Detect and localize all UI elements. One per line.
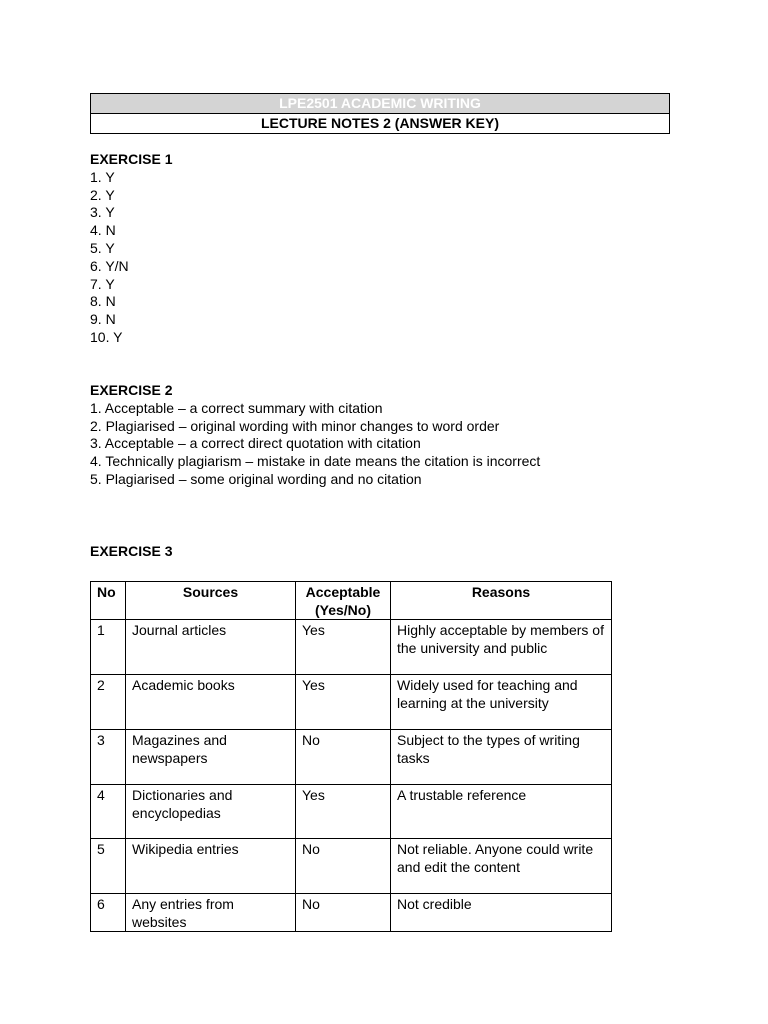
- cell-no: 2: [91, 675, 126, 730]
- column-header-sources: Sources: [126, 582, 296, 620]
- table-header-row: [91, 582, 612, 620]
- exercise-2-answer: 3. Acceptable – a correct direct quotation with citation: [90, 435, 421, 452]
- document-page: [90, 93, 690, 930]
- exercise-2-heading: EXERCISE 2: [90, 382, 173, 398]
- exercise-1-heading: EXERCISE 1: [90, 151, 173, 167]
- column-header-no: No: [91, 582, 126, 620]
- exercise-2-answer: 2. Plagiarised – original wording with minor changes to word order: [90, 417, 500, 434]
- sources-table: [90, 581, 612, 932]
- exercise-2-answer: 4. Technically plagiarism – mistake in date means the citation is incorrect: [90, 453, 541, 470]
- table-row: [91, 620, 612, 675]
- exercise-1-answer: 7. Y: [90, 275, 115, 292]
- cell-acceptable: No: [296, 894, 391, 932]
- exercise-2-answer: 1. Acceptable – a correct summary with citation: [90, 399, 383, 416]
- table-row: [91, 675, 612, 730]
- exercise-1-section: [90, 151, 172, 347]
- exercise-1-answer: 1. Y: [90, 168, 115, 185]
- cell-no: 1: [91, 620, 126, 675]
- cell-reason: A trustable reference: [391, 785, 612, 839]
- cell-no: 3: [91, 730, 126, 785]
- column-header-acceptable: Acceptable (Yes/No): [296, 582, 391, 620]
- exercise-2-answer: 5. Plagiarised – some original wording and no citation: [90, 470, 422, 487]
- cell-reason: Subject to the types of writing tasks: [391, 730, 612, 785]
- cell-no: 4: [91, 785, 126, 839]
- course-title: LPE2501 ACADEMIC WRITING: [91, 94, 669, 114]
- exercise-1-answer: 9. N: [90, 311, 116, 328]
- cell-source: Wikipedia entries: [126, 839, 296, 894]
- cell-acceptable: Yes: [296, 785, 391, 839]
- exercise-1-answer: 8. N: [90, 293, 116, 310]
- exercise-1-answer: 3. Y: [90, 204, 115, 221]
- cell-source: Dictionaries and encyclopedias: [126, 785, 296, 839]
- cell-reason: Widely used for teaching and learning at the university: [391, 675, 612, 730]
- cell-acceptable: Yes: [296, 620, 391, 675]
- cell-reason: Highly acceptable by members of the university and public: [391, 620, 612, 675]
- column-header-reasons: Reasons: [391, 582, 612, 620]
- exercise-1-answer: 10. Y: [90, 328, 123, 345]
- cell-acceptable: No: [296, 730, 391, 785]
- cell-reason: Not credible: [391, 894, 612, 932]
- cell-source: Academic books: [126, 675, 296, 730]
- cell-no: 5: [91, 839, 126, 894]
- cell-source: Magazines and newspapers: [126, 730, 296, 785]
- exercise-1-answer: 4. N: [90, 222, 116, 239]
- table-row: [91, 785, 612, 839]
- cell-acceptable: Yes: [296, 675, 391, 730]
- cell-reason: Not reliable. Anyone could write and edit the content: [391, 839, 612, 894]
- cell-source: Journal articles: [126, 620, 296, 675]
- exercise-3-heading: EXERCISE 3: [90, 543, 173, 559]
- notes-title: LECTURE NOTES 2 (ANSWER KEY): [260, 115, 499, 131]
- exercise-1-answer: 2. Y: [90, 186, 115, 203]
- table-row: [91, 894, 612, 932]
- cell-acceptable: No: [296, 839, 391, 894]
- title-box: [90, 93, 670, 134]
- exercise-2-section: [90, 382, 540, 489]
- table-row: [91, 730, 612, 785]
- cell-source: Any entries from websites: [126, 894, 296, 932]
- table-row: [91, 839, 612, 894]
- exercise-1-answer: 6. Y/N: [90, 257, 129, 274]
- cell-no: 6: [91, 894, 126, 932]
- exercise-1-answer: 5. Y: [90, 239, 115, 256]
